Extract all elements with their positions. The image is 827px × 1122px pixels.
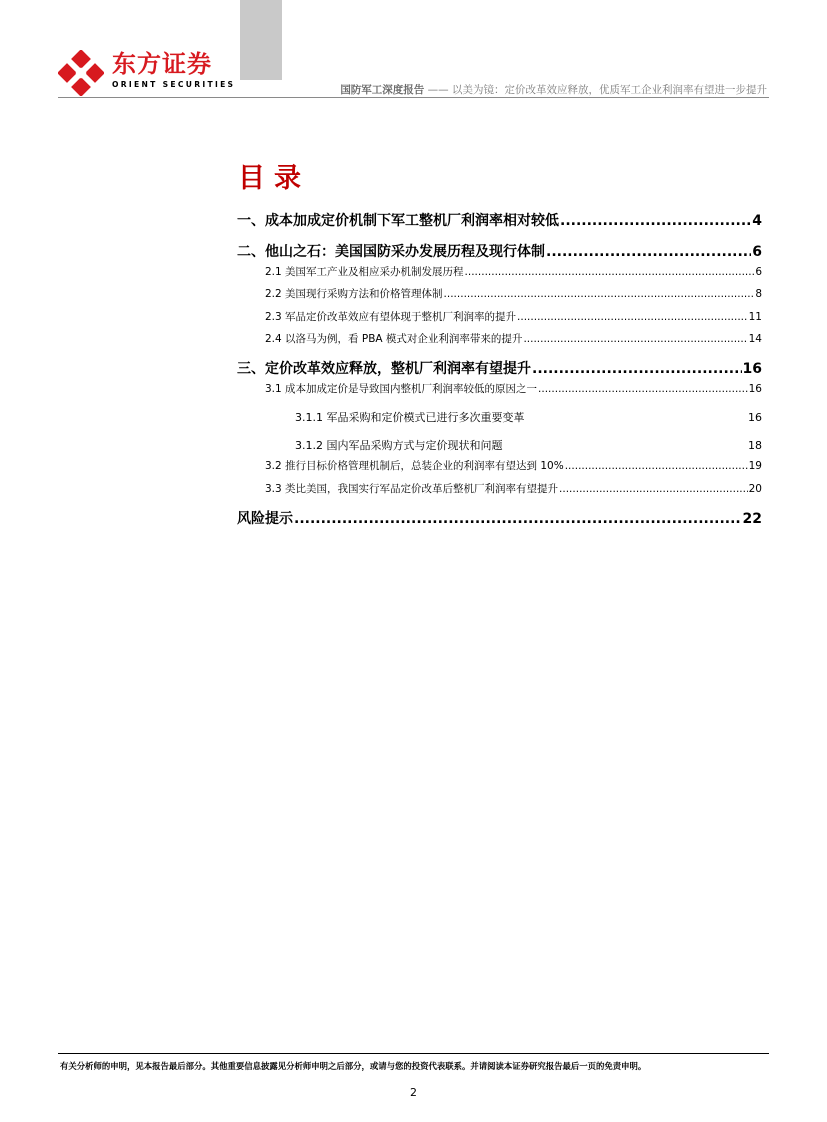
toc-entry[interactable] [237, 210, 762, 230]
toc-entry-page: 14 [748, 333, 762, 345]
report-title: 以美为镜：定价改革效应释放，优质军工企业利润率有望进一步提升 [452, 84, 767, 96]
toc-entry[interactable] [237, 508, 762, 528]
toc-entry[interactable] [265, 381, 762, 396]
toc-entry-page: 20 [748, 483, 762, 495]
toc-entry-page: 16 [742, 361, 762, 377]
toc-leader [465, 266, 755, 278]
running-header [340, 82, 767, 97]
toc-entry-page: 18 [748, 439, 762, 452]
toc-entry-page: 4 [752, 213, 762, 229]
toc-entry-page: 6 [755, 266, 762, 278]
toc-leader [517, 311, 748, 323]
toc-leader [523, 333, 747, 345]
orient-logo-icon [58, 50, 104, 96]
page-number: 2 [410, 1086, 417, 1099]
toc-entry-text: 3.3 类比美国，我国实行军品定价改革后整机厂利润率有望提升 [265, 483, 559, 495]
toc-entry[interactable] [265, 331, 762, 346]
toc-leader [546, 244, 751, 260]
toc-leader [538, 383, 748, 395]
toc-entry-text: 2.4 以洛马为例，看 PBA 模式对企业利润率带来的提升 [265, 333, 523, 345]
header-divider [58, 97, 769, 98]
toc-entry-text: 2.3 军品定价改革效应有望体现于整机厂利润率的提升 [265, 311, 517, 323]
toc-entry-text: 风险提示 [237, 511, 293, 527]
toc-entry-page: 22 [742, 511, 762, 527]
toc-leader [565, 460, 748, 472]
toc-leader [294, 511, 742, 527]
logo-chinese-name: 东方证券 [112, 50, 212, 78]
toc-leader [560, 213, 751, 229]
toc-leader [559, 483, 748, 495]
toc-entry-page: 16 [748, 383, 762, 395]
toc-entry[interactable] [265, 458, 762, 473]
toc-entry[interactable] [295, 409, 762, 425]
toc-entry-text: 一、成本加成定价机制下军工整机厂利润率相对较低 [237, 213, 559, 229]
toc-entry-text: 3.2 推行目标价格管理机制后，总装企业的利润率有望达到 10% [265, 460, 564, 472]
toc-entry[interactable] [295, 437, 762, 453]
toc-leader [444, 288, 755, 300]
toc-entry[interactable] [237, 358, 762, 378]
toc-entry-text: 3.1.1 军品采购和定价模式已进行多次重要变革 [295, 411, 525, 424]
toc-title: 目录 [238, 163, 310, 194]
company-logo [58, 48, 236, 98]
toc-entry-text: 2.2 美国现行采购方法和价格管理体制 [265, 288, 443, 300]
toc-entry-page: 16 [748, 411, 762, 424]
toc-entry-page: 6 [752, 244, 762, 260]
header-decor-tab [240, 0, 282, 80]
toc-entry-text: 3.1 成本加成定价是导致国内整机厂利润率较低的原因之一 [265, 383, 538, 395]
toc-entry-text: 2.1 美国军工产业及相应采办机制发展历程 [265, 266, 464, 278]
toc-entry-page: 19 [748, 460, 762, 472]
footer-disclaimer: 有关分析师的申明，见本报告最后部分。其他重要信息披露见分析师申明之后部分，或请与您的投资代表联系。并请阅读本证券研究报告最后一页的免责申明。 [60, 1061, 647, 1071]
toc-entry[interactable] [237, 241, 762, 261]
toc-entry[interactable] [265, 286, 762, 301]
toc-leader [532, 361, 742, 377]
toc-entry[interactable] [265, 309, 762, 324]
toc-entry-text: 三、定价改革效应释放，整机厂利润率有望提升 [237, 361, 531, 377]
toc-entry-text: 二、他山之石：美国国防采办发展历程及现行体制 [237, 244, 545, 260]
report-type: 国防军工深度报告 [340, 84, 425, 96]
header-separator: —— [424, 84, 452, 96]
logo-english-name: ORIENT SECURITIES [112, 80, 236, 89]
toc-entry-text: 3.1.2 国内军品采购方式与定价现状和问题 [295, 439, 503, 452]
toc-entry[interactable] [265, 481, 762, 496]
toc-entry-page: 11 [748, 311, 762, 323]
toc-entry[interactable] [265, 264, 762, 279]
footer-divider [58, 1053, 769, 1054]
toc-entry-page: 8 [755, 288, 762, 300]
